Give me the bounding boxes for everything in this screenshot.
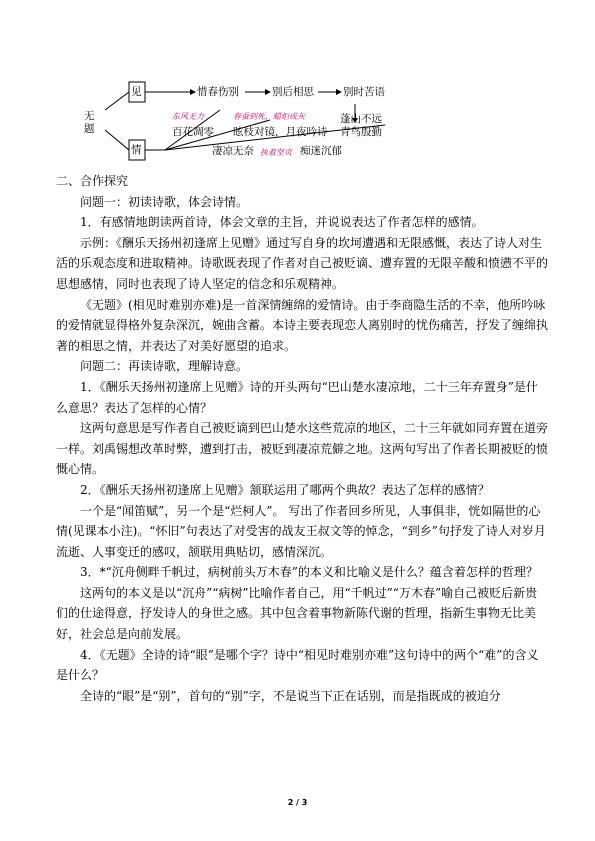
red-label-2: 春蚕到死，蜡炬成灰 [233,112,305,121]
top-label-2: 别后相思 [272,86,314,98]
bottom-label-3: 痴迷沉郁 [300,145,342,157]
red-label-1: 东风无力 [172,112,204,121]
document-body [56,171,548,706]
paragraph: 示例：《酬乐天扬州初逢席上见赠》通过写自身的坎坷遭遇和无限感慨，表达了诗人对生活的乐观态度和进取精神。诗歌既表现了作者对自己被贬谪、遭弃置的无限辛酸和愤懑不平的思想感情，同时也表现了诗人坚定的信念和乐观精神。 [56,235,549,291]
bottom-label-1: 凄凉无奈 [212,145,254,157]
paragraph: 这两句的本义是以“沉舟”“病树”比喻作者自己，用“千帆过”“万木春”喻自己被贬后新贵们的仕途得意，抒发诗人的身世之感。其中包含着事物新陈代谢的哲理，指新生事物无比美好，社会总是向前发展。 [56,585,538,642]
second-label-1: 百花凋零 [172,126,214,138]
paragraph: 1．有感情地朗读两首诗，体会文章的主旨，并说说表达了作者怎样的感情。 [80,215,484,230]
paragraph: 问题一：初读诗歌，体会诗情。 [80,194,249,209]
paragraph: 《无题》(相见时难别亦难)是一首深情缠绵的爱情诗。由于李商隐生活的不幸，他所吟咏的爱情就显得格外复杂深沉，婉曲含蓄。本诗主要表现恋人离别时的忧伤痛苦，抒发了缠绵执著的相思之情，并表达了对美好愿望的追求。 [56,297,549,353]
top-label-1: 惜春伤别 [197,86,239,98]
second-label-3: 青鸟殷勤 [340,126,382,138]
structure-diagram [0,0,595,170]
diagram-root: 无题 [84,110,95,135]
paragraph: 2．《酬乐天扬州初逢席上见赠》颔联运用了哪两个典故？表达了怎样的感情？ [80,482,490,497]
paragraph: 4．《无题》全诗的诗“眼”是哪个字？诗中“相见时难别亦难”这句诗中的两个“难”的含义是什么？ [56,647,539,683]
top-label-4: 蓬山不远 [340,113,382,125]
node-qing: 情 [131,144,142,156]
diagram-lines [0,0,595,170]
paragraph: 全诗的“眼”是“别”，首句的“别”字，不是说当下正在话别，而是指既成的被迫分 [80,688,501,703]
paragraph: 这两句意思是写作者自己被贬谪到巴山楚水这些荒凉的地区，二十三年就如同弃置在道旁一样。刘禹锡想改革时弊，遭到打击，被贬到凄凉荒僻之地。这两句写出了作者长期被贬的愤慨心情。 [56,421,549,477]
paragraph: 问题二：再读诗歌，理解诗意。 [80,359,249,374]
paragraph: 一个是“闻笛赋”，另一个是“烂柯人”。 写出了作者回乡所见，人事俱非，恍如隔世的心情(见课本小注)。“怀旧”句表达了对受害的战友王叔文等的悼念，“到乡”句抒发了诗人对岁月流逝、人事变迁的感叹，颔联用典贴切，感情深沉。 [56,503,546,559]
top-label-3: 别时苦语 [343,86,385,98]
node-jian: 见 [131,86,142,98]
section-heading: 二、合作探究 [56,174,129,188]
paragraph: 3．*“沉舟侧畔千帆过，病树前头万木春”的本义和比喻义是什么？蕴含着怎样的哲理？ [80,565,538,580]
paragraph: 1．《酬乐天扬州初逢席上见赠》诗的开头两句“巴山楚水凄凉地，二十三年弃置身”是什么意思？表达了怎样的心情？ [56,379,538,415]
bottom-label-2: 执着坚贞 [260,148,292,157]
second-label-2: 眩枝对镜，月夜吟诗 [233,126,328,138]
page-number: 2 / 3 [287,798,308,807]
